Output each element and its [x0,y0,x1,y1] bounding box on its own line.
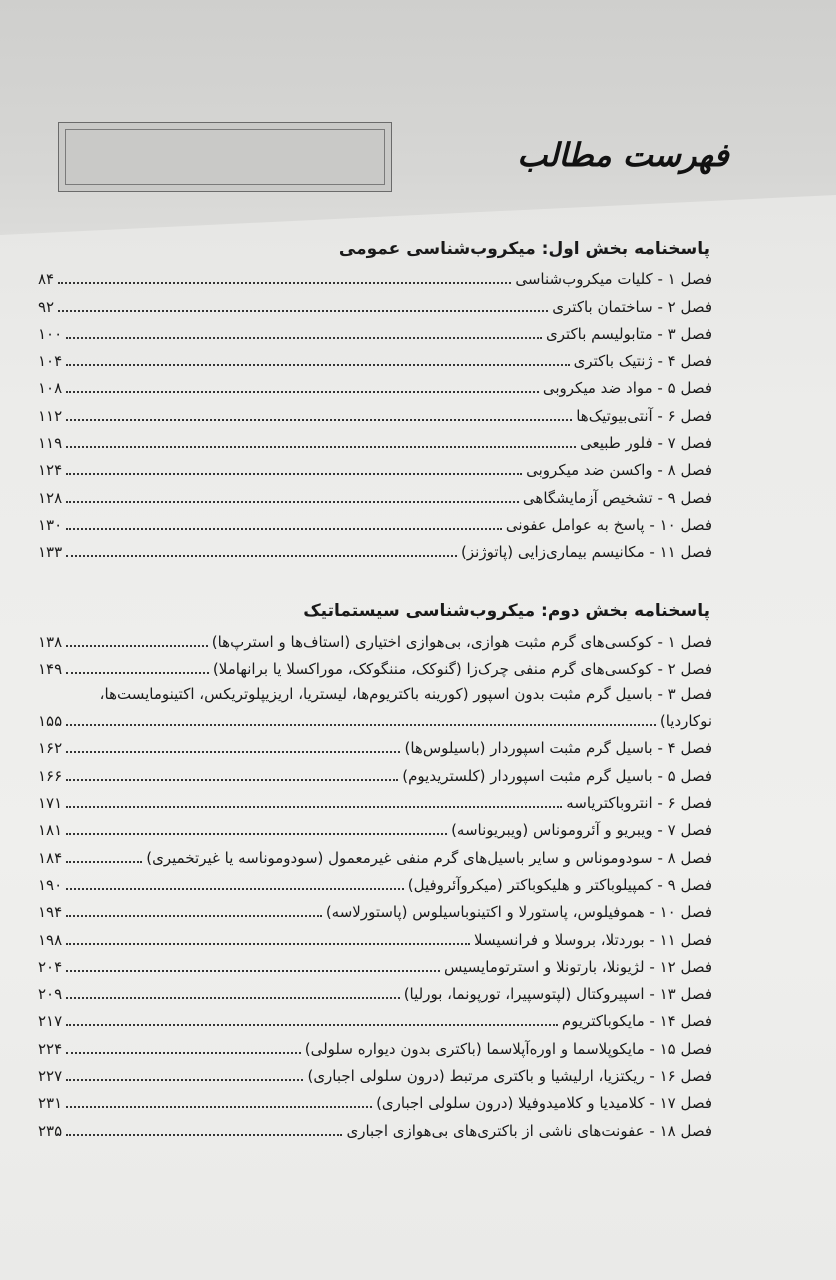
dot-leader [66,779,398,781]
toc-entry-title: فصل ۲ - ساختمان باکتری [552,297,712,316]
toc-entry-title: فصل ۸ - واکسن ضد میکروبی [526,461,712,480]
dot-leader [66,1134,342,1136]
section-gap [38,562,712,598]
toc-entry-page-number: ۱۸۱ [38,821,63,840]
title-frame [58,122,392,192]
dot-leader [66,337,542,339]
dot-leader [66,391,539,393]
toc-entry-title: فصل ۹ - تشخیص آزمایشگاهی [522,488,712,507]
toc-entry-page-number: ۲۰۴ [38,957,63,976]
toc-entry[interactable] [38,895,712,922]
toc-entry-page-number: ۹۲ [38,297,55,316]
toc-entry-title: فصل ۱ - کوکسی‌های گرم مثبت هوازی، بی‌هوازی اختیاری (استاف‌ها و استرپ‌ها) [211,632,712,651]
toc-entry-title: فصل ۱۱ - بوردتلا، بروسلا و فرانسیسلا [474,930,712,949]
dot-leader [66,555,457,557]
toc-entry[interactable] [38,371,712,398]
dot-leader [66,751,400,753]
toc-entry[interactable] [38,758,712,785]
dot-leader [66,364,569,366]
toc-entry-page-number: ۲۰۹ [38,985,63,1004]
toc-entry-title: فصل ۱۰ - هموفیلوس، پاستورلا و اکتینوباسیلوس (پاستورلاسه) [325,903,712,922]
section-heading: پاسخنامه بخش اول: میکروب‌شناسی عمومی [338,239,710,259]
toc-entry-title: فصل ۱۵ - مایکوپلاسما و اوره‌آپلاسما (باکتری بدون دیواره سلولی) [304,1039,712,1058]
toc-entry-title: فصل ۳ - متابولیسم باکتری [545,324,712,343]
page-title: فهرست مطالب [517,136,729,174]
dot-leader [66,473,522,475]
toc-entry-page-number: ۲۲۴ [38,1039,63,1058]
toc-entry-page-number: ۲۳۵ [38,1121,63,1140]
toc-entry-page-number: ۱۳۸ [38,632,63,651]
section-1-entries [38,262,712,562]
toc-entry[interactable] [38,704,712,731]
toc-entry-title: فصل ۱۳ - اسپیروکتال (لپتوسپیرا، تورپونما، بورلیا) [403,985,712,1004]
toc-entry[interactable] [38,508,712,535]
toc-entry[interactable] [38,480,712,507]
toc-entry[interactable] [38,1004,712,1031]
toc-entry[interactable] [38,453,712,480]
dot-leader [66,645,208,647]
dot-leader [66,1024,558,1026]
dot-leader [66,915,322,917]
toc-entry-title: فصل ۱۲ - لژیونلا، بارتونلا و استرتومایسیس [444,957,712,976]
toc-entry-title: فصل ۱۴ - مایکوباکتریوم [561,1012,712,1031]
toc-entry[interactable] [38,426,712,453]
toc-entry-page-number: ۱۴۹ [38,659,63,678]
toc-entry-page-number: ۱۸۴ [38,848,63,867]
toc-entry[interactable] [38,262,712,289]
toc-entry-page-number: ۱۷۱ [38,794,63,813]
table-of-contents [38,236,712,1141]
toc-entry[interactable] [38,398,712,425]
toc-entry-page-number: ۱۰۸ [38,379,63,398]
toc-entry-page-number: ۱۶۲ [38,739,63,758]
dot-leader [66,724,656,726]
toc-entry-title: فصل ۱۰ - پاسخ به عوامل عفونی [505,515,712,534]
toc-entry[interactable] [38,977,712,1004]
toc-entry-page-number: ۱۵۵ [38,712,63,731]
toc-entry-page-number: ۱۶۶ [38,766,63,785]
toc-entry[interactable] [38,317,712,344]
toc-entry[interactable] [38,950,712,977]
toc-entry-page-number: ۱۲۸ [38,488,63,507]
dot-leader [66,943,470,945]
toc-entry[interactable] [38,679,712,704]
dot-leader [66,806,562,808]
toc-entry-page-number: ۱۹۰ [38,875,63,894]
toc-entry-title: فصل ۷ - ویبریو و آئروموناس (ویبریوناسه) [451,821,712,840]
toc-entry[interactable] [38,786,712,813]
toc-entry[interactable] [38,1031,712,1058]
toc-entry-title: فصل ۳ - باسیل گرم مثبت بدون اسپور (کورینه باکتریوم‌ها، لیستریا، اریزیپلوتریکس، اکتینومایست‌ها، [99,684,712,703]
dot-leader [66,833,447,835]
toc-entry-title: فصل ۱۶ - ریکتزیا، ارلیشیا و باکتری مرتبط (درون سلولی اجباری) [307,1067,712,1086]
toc-entry-page-number: ۲۱۷ [38,1012,63,1031]
toc-entry[interactable] [38,1086,712,1113]
dot-leader [58,310,548,312]
toc-entry-page-number: ۲۳۱ [38,1094,63,1113]
dot-leader [66,861,142,863]
toc-entry-title: فصل ۶ - انتروباکتریاسه [566,794,712,813]
toc-entry-title: فصل ۵ - مواد ضد میکروبی [542,379,712,398]
toc-entry-title: فصل ۴ - باسیل گرم مثبت اسپوردار (باسیلوس‌ها) [404,739,712,758]
toc-entry-page-number: ۲۲۷ [38,1067,63,1086]
toc-entry[interactable] [38,1113,712,1140]
dot-leader [66,528,502,530]
toc-entry-page-number: ۱۰۴ [38,352,63,371]
dot-leader [66,501,519,503]
toc-entry[interactable] [38,922,712,949]
toc-entry[interactable] [38,535,712,562]
toc-entry-title: نوکاردیا) [659,712,712,731]
toc-entry-title: فصل ۱۷ - کلامیدیا و کلامیدوفیلا (درون سلولی اجباری) [376,1094,712,1113]
dot-leader [66,997,400,999]
toc-entry[interactable] [38,624,712,651]
dot-leader [58,282,511,284]
toc-entry-title: فصل ۱۱ - مکانیسم بیماری‌زایی (پاتوژنز) [461,543,712,562]
toc-entry-title: فصل ۹ - کمپیلوباکتر و هلیکوباکتر (میکروآئروفیل) [407,875,712,894]
toc-entry-page-number: ۱۹۸ [38,930,63,949]
toc-entry-page-number: ۱۱۲ [38,406,63,425]
toc-entry-page-number: ۱۲۴ [38,461,63,480]
toc-entry-title: فصل ۵ - باسیل گرم مثبت اسپوردار (کلستریدیوم) [402,766,712,785]
toc-entry-title: فصل ۸ - سودوموناس و سایر باسیل‌های گرم منفی غیرمعمول (سودوموناسه یا غیرتخمیری) [146,848,712,867]
toc-entry-page-number: ۱۱۹ [38,434,63,453]
section-heading: پاسخنامه بخش دوم: میکروب‌شناسی سیستماتیک [303,601,710,622]
toc-entry-page-number: ۱۹۴ [38,903,63,922]
toc-entry[interactable] [38,813,712,840]
toc-entry-title: فصل ۷ - فلور طبیعی [580,434,712,453]
dot-leader [66,970,440,972]
toc-entry-title: فصل ۴ - ژنتیک باکتری [573,352,712,371]
toc-entry-title: فصل ۶ - آنتی‌بیوتیک‌ها [576,406,712,425]
dot-leader [66,446,576,448]
dot-leader [66,1052,301,1054]
dot-leader [66,1079,303,1081]
dot-leader [66,672,209,674]
toc-entry[interactable] [38,868,712,895]
toc-entry-page-number: ۱۳۰ [38,515,63,534]
toc-entry-title: فصل ۱۸ - عفونت‌های ناشی از باکتری‌های بی‌هوازی اجباری [346,1121,712,1140]
dot-leader [66,1106,372,1108]
dot-leader [66,888,404,890]
toc-entry[interactable] [38,840,712,867]
toc-entry[interactable] [38,1059,712,1086]
toc-entry-title: فصل ۲ - کوکسی‌های گرم منفی چرک‌زا (گنوکک، مننگوکک، موراکسلا یا برانهاملا) [212,659,712,678]
toc-entry[interactable] [38,344,712,371]
toc-entry-page-number: ۱۳۳ [38,543,63,562]
dot-leader [66,419,572,421]
toc-entry[interactable] [38,731,712,758]
toc-entry[interactable] [38,289,712,316]
toc-entry-page-number: ۸۴ [38,270,55,289]
toc-entry[interactable] [38,652,712,679]
toc-entry-page-number: ۱۰۰ [38,324,63,343]
toc-entry-title: فصل ۱ - کلیات میکروب‌شناسی [515,270,712,289]
section-2-entries [38,624,712,1140]
